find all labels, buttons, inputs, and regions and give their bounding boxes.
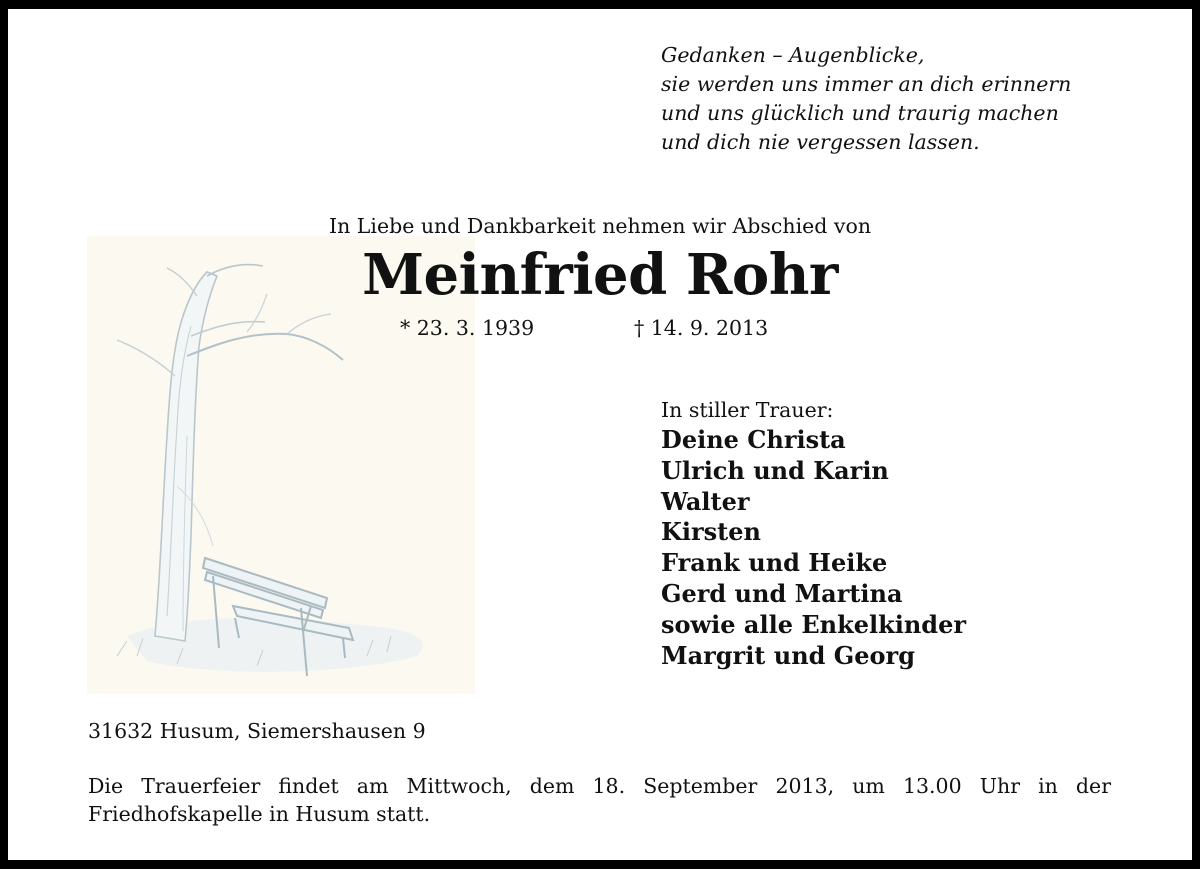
poem-line: und uns glücklich und traurig machen	[661, 101, 1059, 125]
death-date: † 14. 9. 2013	[634, 316, 769, 340]
mourners-list	[661, 395, 1121, 671]
farewell-intro: In Liebe und Dankbarkeit nehmen wir Abschied von	[328, 214, 872, 238]
mourner-name: Margrit und Georg	[661, 640, 915, 670]
poem-line: sie werden uns immer an dich erinnern	[661, 72, 1072, 96]
mourner-name: Walter	[661, 486, 750, 516]
mourner-name: Ulrich und Karin	[661, 455, 889, 485]
poem-line: Gedanken – Augenblicke,	[661, 43, 925, 67]
mourner-name: Deine Christa	[661, 425, 846, 454]
deceased-name: Meinfried Rohr	[362, 242, 838, 308]
funeral-ceremony-text: Die Trauerfeier findet am Mittwoch, dem 18. September 2013, um 13.00 Uhr in der Friedhofskapelle in Husum statt.	[88, 774, 1111, 826]
mourner-name: Frank und Heike	[661, 548, 888, 578]
birth-date: * 23. 3. 1939	[400, 316, 535, 340]
mourner-name: Gerd und Martina	[661, 578, 903, 608]
poem-line: und dich nie vergessen lassen.	[661, 130, 980, 154]
family-address: 31632 Husum, Siemershausen 9	[88, 719, 426, 743]
mourner-name: Kirsten	[661, 517, 761, 547]
poem	[661, 41, 1141, 157]
mourners-label: In stiller Trauer:	[661, 398, 834, 422]
mourner-name: sowie alle Enkelkinder	[661, 609, 966, 639]
